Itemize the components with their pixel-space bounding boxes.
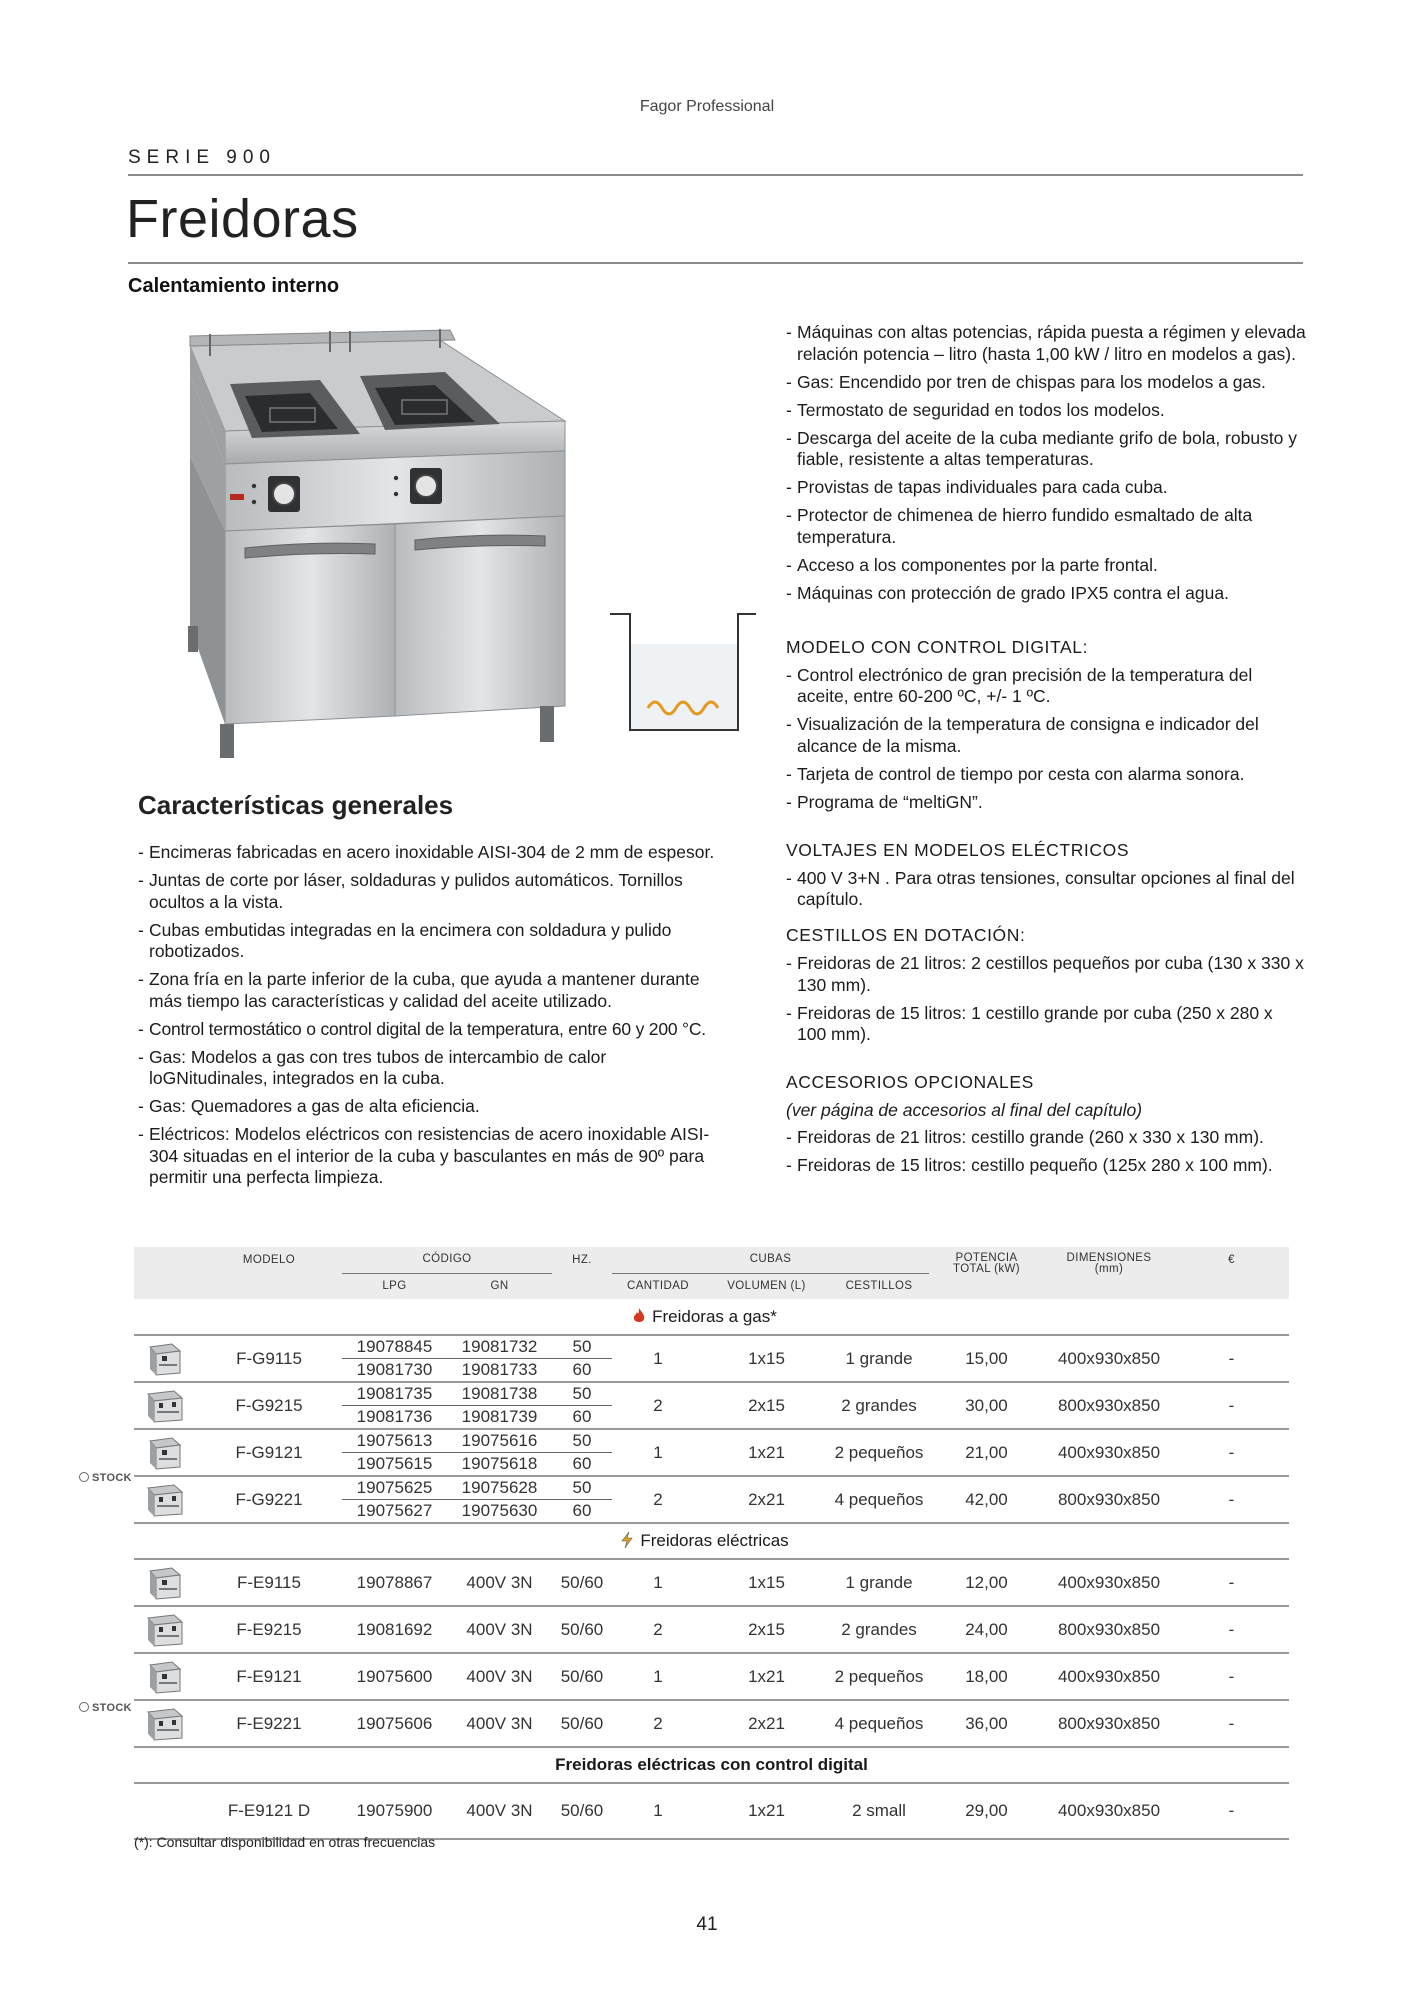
voltage-cell: 400V 3N — [447, 1653, 552, 1700]
code-cell: 19078845 — [342, 1335, 447, 1359]
title-divider — [128, 262, 1303, 264]
table-row — [134, 1559, 1289, 1606]
accessories-list — [786, 1127, 1306, 1177]
cell: 2x21 — [704, 1700, 829, 1747]
voltage-cell: 400V 3N — [447, 1559, 552, 1606]
cell: 1 — [612, 1559, 704, 1606]
feature-column — [786, 322, 1306, 1183]
list-item: - Control electrónico de gran precisión de la temperatura del aceite, entre 60-200 ºC, +/- 1 ºC. — [786, 665, 1306, 708]
hz-cell: 50 — [552, 1382, 612, 1406]
group-row-digital — [134, 1747, 1289, 1783]
code-cell: 19081738 — [447, 1382, 552, 1406]
cell: 29,00 — [929, 1783, 1044, 1839]
cell: 1x15 — [704, 1335, 829, 1382]
general-features-list — [138, 842, 718, 1195]
code-cell: 19078867 — [342, 1559, 447, 1606]
cell: 4 pequeños — [829, 1476, 929, 1523]
general-features-heading: Características generales — [138, 790, 454, 820]
model-cell: F-G9115 — [196, 1335, 342, 1382]
list-item: - Acceso a los componentes por la parte frontal. — [786, 555, 1306, 577]
price-cell: - — [1174, 1559, 1289, 1606]
footnote: (*): Consultar disponibilidad en otras frecuencias — [134, 1834, 436, 1850]
table-row — [134, 1382, 1289, 1406]
list-item: - Gas: Quemadores a gas de alta eficiencia. — [138, 1096, 718, 1118]
cell: 2 pequeños — [829, 1429, 929, 1476]
stock-badge: STOCK — [79, 1472, 132, 1484]
voltages-heading: VOLTAJES EN MODELOS ELÉCTRICOS — [786, 839, 1130, 860]
hz-cell: 50 — [552, 1429, 612, 1453]
list-item: - Control termostático o control digital de la temperatura, entre 60 y 200 °C. — [138, 1019, 718, 1041]
model-cell: F-E9115 — [196, 1559, 342, 1606]
list-item: - Máquinas con altas potencias, rápida puesta a régimen y elevada relación potencia – litro (hasta 1,00 kW / litro en modelos a gas). — [786, 322, 1306, 365]
list-item: - 400 V 3+N . Para otras tensiones, consultar opciones al final del capítulo. — [786, 868, 1306, 911]
price-cell: - — [1174, 1476, 1289, 1523]
hz-cell: 50 — [552, 1476, 612, 1500]
cell: 800x930x850 — [1044, 1700, 1174, 1747]
cell: 21,00 — [929, 1429, 1044, 1476]
list-item: - Visualización de la temperatura de consigna e indicador del alcance de la misma. — [786, 714, 1306, 757]
list-item: - Zona fría en la parte inferior de la cuba, que ayuda a mantener durante más tiempo las características y calidad del aceite utilizado. — [138, 969, 718, 1012]
accessories-heading: ACCESORIOS OPCIONALES — [786, 1072, 1034, 1092]
fryer-thumbnail-icon — [146, 1659, 184, 1695]
code-cell: 19075900 — [342, 1783, 447, 1839]
table-row — [134, 1700, 1289, 1747]
list-item: - Descarga del aceite de la cuba mediante grifo de bola, robusto y fiable, resistente a altas temperaturas. — [786, 428, 1306, 471]
col-cantidad: CANTIDAD — [612, 1273, 704, 1299]
code-cell: 19081732 — [447, 1335, 552, 1359]
list-item: - Provistas de tapas individuales para cada cuba. — [786, 477, 1306, 499]
price-cell: - — [1174, 1429, 1289, 1476]
hz-cell: 50/60 — [552, 1700, 612, 1747]
code-cell: 19075613 — [342, 1429, 447, 1453]
col-potencia: POTENCIA TOTAL (kW) — [929, 1247, 1044, 1299]
col-modelo: MODELO — [196, 1247, 342, 1273]
hz-cell: 60 — [552, 1453, 612, 1477]
cell: 1 — [612, 1335, 704, 1382]
lightning-bolt-icon — [620, 1531, 634, 1549]
voltage-cell: 400V 3N — [447, 1606, 552, 1653]
list-item: - Máquinas con protección de grado IPX5 contra el agua. — [786, 583, 1306, 605]
baskets-heading: CESTILLOS EN DOTACIÓN: — [786, 925, 1026, 945]
list-item: - Encimeras fabricadas en acero inoxidable AISI-304 de 2 mm de espesor. — [138, 842, 718, 864]
cell: 36,00 — [929, 1700, 1044, 1747]
cell: 1x21 — [704, 1783, 829, 1839]
top-divider — [128, 174, 1303, 176]
cell: 1 grande — [829, 1335, 929, 1382]
price-cell: - — [1174, 1606, 1289, 1653]
check-icon — [79, 1702, 89, 1712]
voltage-cell: 400V 3N — [447, 1700, 552, 1747]
group-row-electric — [134, 1523, 1289, 1559]
table-row — [134, 1606, 1289, 1653]
check-icon — [79, 1472, 89, 1482]
group-label: Freidoras a gas* — [652, 1306, 777, 1326]
fryer-thumbnail-icon — [146, 1565, 184, 1601]
list-item: - Freidoras de 21 litros: 2 cestillos pequeños por cuba (130 x 330 x 130 mm). — [786, 953, 1306, 996]
code-cell: 19075630 — [447, 1500, 552, 1524]
col-lpg: LPG — [342, 1273, 447, 1299]
cell: 42,00 — [929, 1476, 1044, 1523]
features-list — [786, 322, 1306, 604]
list-item: - Freidoras de 21 litros: cestillo grande (260 x 330 x 130 mm). — [786, 1127, 1306, 1149]
cell: 18,00 — [929, 1653, 1044, 1700]
model-cell: F-G9121 — [196, 1429, 342, 1476]
code-cell: 19075615 — [342, 1453, 447, 1477]
code-cell: 19081692 — [342, 1606, 447, 1653]
price-cell: - — [1174, 1653, 1289, 1700]
group-label: Freidoras eléctricas con control digital — [555, 1755, 868, 1774]
group-row-gas — [134, 1299, 1289, 1335]
table-row — [134, 1783, 1289, 1839]
hz-cell: 50/60 — [552, 1783, 612, 1839]
code-cell: 19075625 — [342, 1476, 447, 1500]
model-cell: F-G9215 — [196, 1382, 342, 1429]
cell: 2 — [612, 1700, 704, 1747]
cell: 2 — [612, 1606, 704, 1653]
group-label: Freidoras eléctricas — [640, 1531, 789, 1550]
cell: 1x21 — [704, 1429, 829, 1476]
code-cell: 19081736 — [342, 1406, 447, 1430]
cell: 400x930x850 — [1044, 1783, 1174, 1839]
col-cestillos: CESTILLOS — [829, 1273, 929, 1299]
code-cell: 19075618 — [447, 1453, 552, 1477]
col-codigo: CÓDIGO — [342, 1247, 552, 1273]
list-item: - Programa de “meltiGN”. — [786, 792, 1306, 814]
code-cell: 19081733 — [447, 1359, 552, 1383]
table-row — [134, 1335, 1289, 1359]
col-hz: HZ. — [552, 1247, 612, 1273]
list-item: - Protector de chimenea de hierro fundido esmaltado de alta temperatura. — [786, 505, 1306, 548]
fryer-thumbnail-icon — [146, 1388, 184, 1424]
cell: 2x15 — [704, 1382, 829, 1429]
table-row — [134, 1653, 1289, 1700]
list-item: - Cubas embutidas integradas en la encimera con soldadura y pulido robotizados. — [138, 920, 718, 963]
model-cell: F-E9121 — [196, 1653, 342, 1700]
list-item: - Gas: Encendido por tren de chispas para los modelos a gas. — [786, 372, 1306, 394]
code-cell: 19075616 — [447, 1429, 552, 1453]
model-cell: F-E9215 — [196, 1606, 342, 1653]
page-title: Freidoras — [126, 189, 359, 249]
hz-cell: 50/60 — [552, 1559, 612, 1606]
cell: 800x930x850 — [1044, 1382, 1174, 1429]
col-gn: GN — [447, 1273, 552, 1299]
list-item: - Juntas de corte por láser, soldaduras y pulidos automáticos. Tornillos ocultos a la vista. — [138, 870, 718, 913]
spec-table — [134, 1247, 1289, 1840]
list-item: - Eléctricos: Modelos eléctricos con resistencias de acero inoxidable AISI-304 situadas en el interior de la cuba y basculantes en más de 90º para permitir una perfecta limpieza. — [138, 1124, 718, 1189]
table-row — [134, 1476, 1289, 1500]
cell: 1 — [612, 1429, 704, 1476]
list-item: - Termostato de seguridad en todos los modelos. — [786, 400, 1306, 422]
hz-cell: 50 — [552, 1335, 612, 1359]
cell: 2 pequeños — [829, 1653, 929, 1700]
fryer-product-image — [170, 326, 580, 766]
table-row — [134, 1429, 1289, 1453]
list-item: - Tarjeta de control de tiempo por cesta con alarma sonora. — [786, 764, 1306, 786]
cell: 2x21 — [704, 1476, 829, 1523]
cell: 2 small — [829, 1783, 929, 1839]
page-number: 41 — [696, 1914, 718, 1935]
code-cell: 19081739 — [447, 1406, 552, 1430]
baskets-list — [786, 953, 1306, 1046]
cell: 2 grandes — [829, 1606, 929, 1653]
list-item: - Freidoras de 15 litros: cestillo pequeño (125x 280 x 100 mm). — [786, 1155, 1306, 1177]
fryer-thumbnail-icon — [146, 1612, 184, 1648]
digital-control-list — [786, 665, 1306, 814]
accessories-note: (ver página de accesorios al final del capítulo) — [786, 1100, 1143, 1120]
cell: 400x930x850 — [1044, 1429, 1174, 1476]
list-item: - Gas: Modelos a gas con tres tubos de intercambio de calor loGNitudinales, integrados en la cuba. — [138, 1047, 718, 1090]
model-cell: F-E9121 D — [196, 1783, 342, 1839]
hz-cell: 60 — [552, 1359, 612, 1383]
fryer-thumbnail-icon — [146, 1341, 184, 1377]
model-cell: F-E9221 — [196, 1700, 342, 1747]
cell: 15,00 — [929, 1335, 1044, 1382]
code-cell: 19075627 — [342, 1500, 447, 1524]
cell: 1x21 — [704, 1653, 829, 1700]
stock-badge: STOCK — [79, 1702, 132, 1714]
cell: 30,00 — [929, 1382, 1044, 1429]
hz-cell: 50/60 — [552, 1653, 612, 1700]
code-cell: 19081730 — [342, 1359, 447, 1383]
price-cell: - — [1174, 1700, 1289, 1747]
cell: 400x930x850 — [1044, 1559, 1174, 1606]
cell: 24,00 — [929, 1606, 1044, 1653]
cell: 1x15 — [704, 1559, 829, 1606]
model-cell: F-G9221 — [196, 1476, 342, 1523]
price-cell: - — [1174, 1783, 1289, 1839]
cell: 400x930x850 — [1044, 1653, 1174, 1700]
cell: 2 — [612, 1382, 704, 1429]
code-cell: 19081735 — [342, 1382, 447, 1406]
serie-label: SERIE 900 — [128, 147, 276, 168]
col-cubas: CUBAS — [612, 1247, 929, 1273]
cell: 2x15 — [704, 1606, 829, 1653]
page-subtitle: Calentamiento interno — [128, 275, 340, 297]
col-volumen: VOLUMEN (L) — [704, 1273, 829, 1299]
brand-header: Fagor Professional — [639, 98, 775, 115]
hz-cell: 50/60 — [552, 1606, 612, 1653]
hz-cell: 60 — [552, 1500, 612, 1524]
price-cell: - — [1174, 1382, 1289, 1429]
table-header-row — [134, 1247, 1289, 1273]
voltage-cell: 400V 3N — [447, 1783, 552, 1839]
heating-element-diagram — [608, 612, 758, 742]
cell: 2 — [612, 1476, 704, 1523]
fryer-thumbnail-icon — [146, 1435, 184, 1471]
col-precio: € — [1174, 1247, 1289, 1273]
hz-cell: 60 — [552, 1406, 612, 1430]
fryer-thumbnail-icon — [146, 1706, 184, 1742]
cell: 800x930x850 — [1044, 1476, 1174, 1523]
cell: 1 grande — [829, 1559, 929, 1606]
cell: 400x930x850 — [1044, 1335, 1174, 1382]
voltages-list — [786, 868, 1306, 911]
cell: 1 — [612, 1783, 704, 1839]
code-cell: 19075600 — [342, 1653, 447, 1700]
digital-control-heading: MODELO CON CONTROL DIGITAL: — [786, 636, 1089, 657]
code-cell: 19075628 — [447, 1476, 552, 1500]
cell: 2 grandes — [829, 1382, 929, 1429]
flame-icon — [632, 1307, 646, 1325]
cell: 4 pequeños — [829, 1700, 929, 1747]
col-dimensiones: DIMENSIONES (mm) — [1044, 1247, 1174, 1299]
fryer-thumbnail-icon — [146, 1482, 184, 1518]
cell: 1 — [612, 1653, 704, 1700]
list-item: - Freidoras de 15 litros: 1 cestillo grande por cuba (250 x 280 x 100 mm). — [786, 1003, 1306, 1046]
price-cell: - — [1174, 1335, 1289, 1382]
code-cell: 19075606 — [342, 1700, 447, 1747]
cell: 800x930x850 — [1044, 1606, 1174, 1653]
cell: 12,00 — [929, 1559, 1044, 1606]
